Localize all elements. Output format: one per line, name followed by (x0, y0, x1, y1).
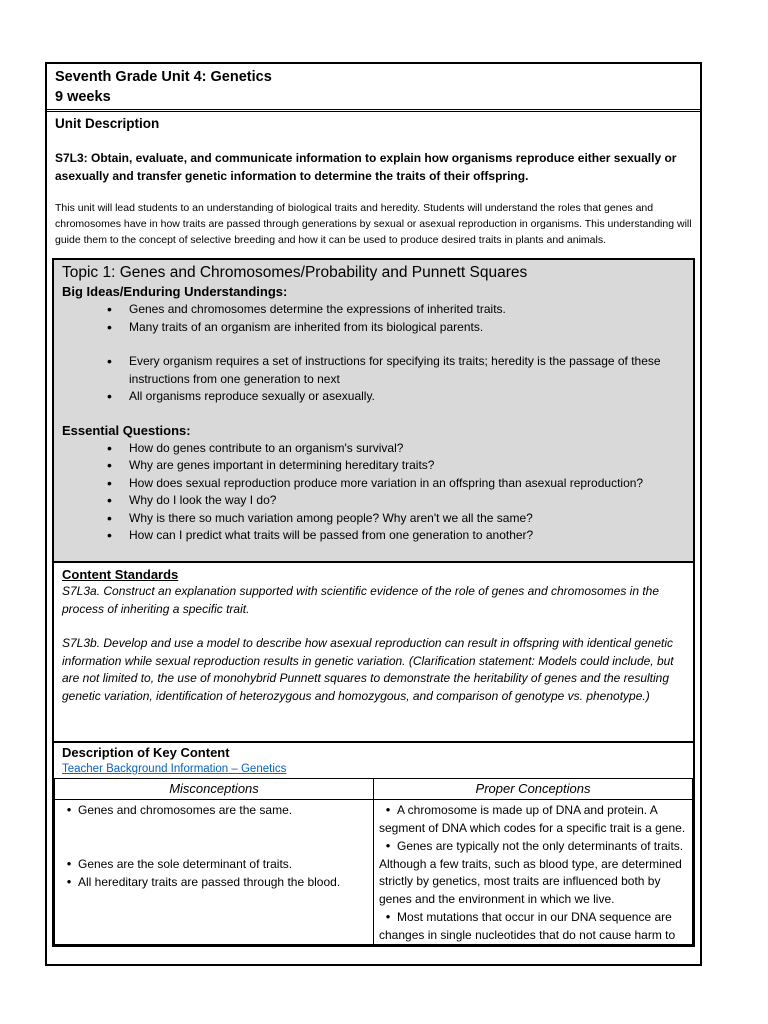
unit-document (45, 62, 702, 966)
content-standard-item: S7L3b. Develop and use a model to describe how asexual reproduction can result in offspring with identical genetic information while sexual reproduction results in genetic variation. (Clarification statement: Models could include, but are not limited to, the use of monohybrid Punnett squares to demonstrate the heritability of genes and the resulting genetic variation, identification of heterozygous and homozygous, and comparison of genotype vs. phenotype.) (62, 636, 674, 703)
content-standard-item: S7L3a. Construct an explanation supported with scientific evidence of the role of genes and chromosomes in the process of inheriting a specific trait. (62, 584, 660, 616)
list-item: • How can I predict what traits will be passed from one generation to another? (129, 527, 687, 545)
list-item: • Genes are typically not the only determinants of traits. Although a few traits, such as blood type, are determined strictly by genetics, most traits are influenced both by genes and the environment in which we live. (379, 838, 684, 906)
list-item: • Every organism requires a set of instructions for specifying its traits; heredity is the passage of these instructions from one generation to next (129, 353, 687, 388)
unit-title: Seventh Grade Unit 4: Genetics (55, 69, 272, 85)
content-standards-heading: Content Standards (62, 567, 179, 582)
list-item: • Why are genes important in determining hereditary traits? (129, 457, 687, 475)
column-header-misconceptions: Misconceptions (55, 779, 374, 800)
column-header-proper-conceptions: Proper Conceptions (374, 779, 693, 800)
list-item: • How does sexual reproduction produce more variation in an offspring than asexual reproduction? (129, 475, 687, 493)
unit-header (47, 64, 700, 112)
list-item: • Genes are the sole determinant of traits. (60, 855, 369, 874)
topic-section (52, 258, 695, 563)
teacher-background-link[interactable]: Teacher Background Information – Genetics (62, 763, 287, 775)
key-content-section (52, 743, 695, 947)
essential-questions-heading: Essential Questions: (62, 422, 191, 438)
list-item: • Genes and chromosomes are the same. (60, 801, 369, 820)
unit-description-section (47, 112, 700, 256)
bullet-icon: • (66, 874, 72, 889)
list-item: • A chromosome is made up of DNA and protein. A segment of DNA which codes for a specific trait is a gene. (379, 802, 686, 835)
misconceptions-cell (55, 800, 374, 945)
list-item: • All organisms reproduce sexually or asexually. (129, 388, 687, 406)
topic-title: Topic 1: Genes and Chromosomes/Probability and Punnett Squares (62, 264, 528, 281)
content-standards-section (52, 563, 695, 743)
conceptions-table (54, 778, 693, 945)
unit-standard: S7L3: Obtain, evaluate, and communicate information to explain how organisms reproduce either sexually or asexually and transfer genetic information to determine the traits of their offspring. (55, 151, 677, 183)
bullet-icon: • (66, 802, 72, 817)
bullet-icon: • (385, 802, 391, 817)
unit-description-heading: Unit Description (55, 116, 160, 131)
list-item: • All hereditary traits are passed through the blood. (60, 873, 369, 892)
unit-description-text: This unit will lead students to an understanding of biological traits and heredity. Students will understand the roles that genes and chromosomes have in how traits are passed through generations by sexual or asexual reproduction in organisms. This understanding will guide them to the concept of selective breeding and how it can be used to produce desired traits in plants and animals. (55, 202, 692, 246)
list-item: • Why do I look the way I do? (129, 492, 687, 510)
list-item: • Genes and chromosomes determine the expressions of inherited traits. (129, 301, 687, 319)
essential-questions-list (62, 440, 687, 545)
big-ideas-heading: Big Ideas/Enduring Understandings: (62, 284, 288, 299)
list-item: • How do genes contribute to an organism's survival? (129, 440, 687, 458)
unit-duration: 9 weeks (55, 89, 111, 105)
bullet-icon: • (385, 909, 391, 924)
list-item: • Why is there so much variation among people? Why aren't we all the same? (129, 510, 687, 528)
bullet-icon: • (66, 855, 72, 871)
big-ideas-list (62, 301, 687, 336)
bullet-icon: • (385, 838, 391, 853)
list-item: • Most mutations that occur in our DNA sequence are changes in single nucleotides that do not cause harm to (379, 909, 676, 942)
list-item: • Many traits of an organism are inherited from its biological parents. (129, 319, 687, 337)
proper-conceptions-cell (374, 800, 693, 945)
big-ideas-list-continued (62, 353, 687, 406)
key-content-heading: Description of Key Content (62, 745, 230, 760)
